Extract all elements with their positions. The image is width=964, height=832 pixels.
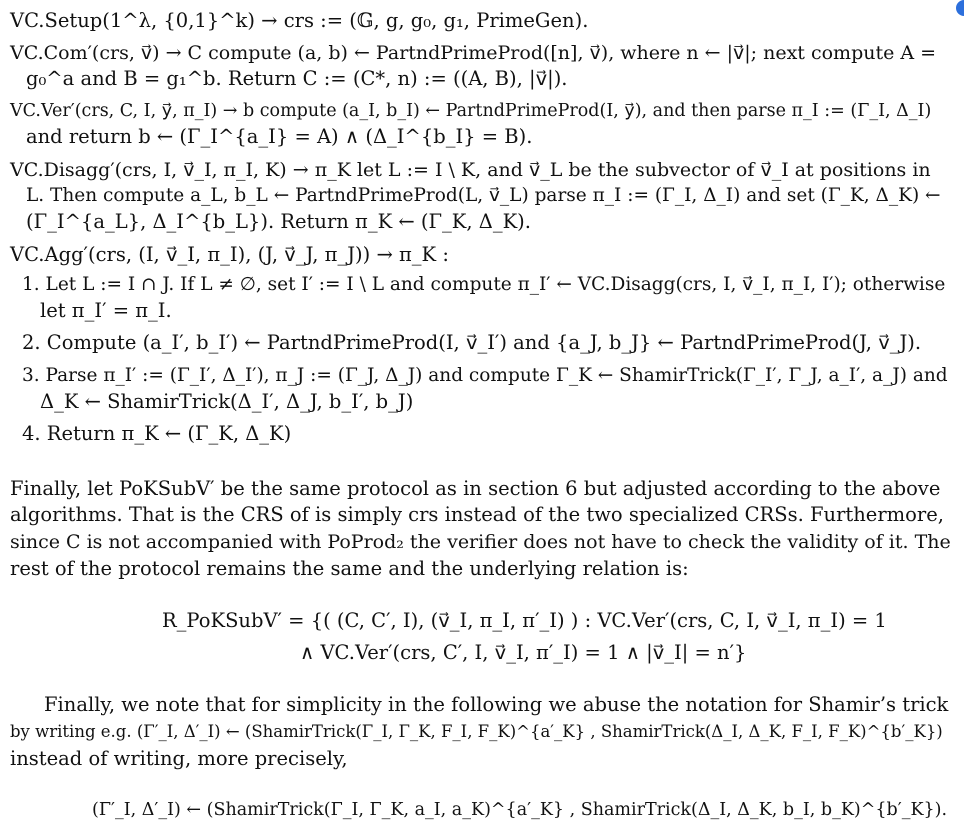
paragraph-1-line-1: Finally, let PoKSubV′ be the same protocol as in section 6 but adjusted according to the above <box>10 477 941 500</box>
vc-disagg-line-1: VC.Disagg′(crs, I, v⃗_I, π_I, K) → π_K let L := I \ K, and v⃗_L be the subvector of v⃗_I at positions in <box>10 159 931 181</box>
paragraph-1-line-3: since C is not accompanied with PoProd₂ the verifier does not have to check the validity of it. The <box>10 531 951 553</box>
vc-agg-heading: VC.Agg′(crs, (I, v⃗_I, π_I), (J, v⃗_J, π_J)) → π_K : <box>10 243 449 266</box>
scroll-indicator[interactable] <box>956 0 964 16</box>
vc-com-line-2: g₀^a and B = g₁^b. Return C := (C*, n) := ((A, B), |v⃗|). <box>26 67 568 90</box>
vc-setup-definition: VC.Setup(1^λ, {0,1}^k) → crs := (𝔾, g, g₀, g₁, PrimeGen). <box>10 9 589 32</box>
vc-disagg-line-3: (Γ_I^{a_L}, Δ_I^{b_L}). Return π_K ← (Γ_K, Δ_K). <box>26 210 531 233</box>
agg-step-3: 3. Parse π_I′ := (Γ_I′, Δ_I′), π_J := (Γ_J, Δ_J) and compute Γ_K ← ShamirTrick(Γ_I′, Γ_J, a_I′, a_J) and <box>22 365 948 386</box>
vc-ver-line-1: VC.Ver′(crs, C, I, y⃗, π_I) → b compute (a_I, b_I) ← PartndPrimeProd(I, y⃗), and then parse π_I := (Γ_I, Δ_I) <box>10 101 932 121</box>
final-equation: (Γ′_I, Δ′_I) ← (ShamirTrick(Γ_I, Γ_K, a_I, a_K)^{a′_K} , ShamirTrick(Δ_I, Δ_K, b_I, b_K)^{b′_K}). <box>92 800 948 820</box>
paragraph-2-line-1: Finally, we note that for simplicity in the following we abuse the notation for Shamir’s trick <box>44 693 949 716</box>
vc-com-line-1: VC.Com′(crs, v⃗) → C compute (a, b) ← PartndPrimeProd([n], v⃗), where n ← |v⃗|; next compute A = <box>10 42 937 64</box>
paragraph-2-line-2: by writing e.g. (Γ′_I, Δ′_I) ← (ShamirTrick(Γ_I, Γ_K, F_I, F_K)^{a′_K} , ShamirTrick(Δ_I, Δ_K, F_I, F_K)^{b′_K}) <box>10 722 943 741</box>
paragraph-2-line-3: instead of writing, more precisely, <box>10 747 348 770</box>
agg-step-1-cont: let π_I′ = π_I. <box>40 299 172 322</box>
agg-step-3-cont: Δ_K ← ShamirTrick(Δ_I′, Δ_J, b_I′, b_J) <box>40 390 414 413</box>
vc-ver-line-2: and return b ← (Γ_I^{a_I} = A) ∧ (Δ_I^{b_I} = B). <box>26 125 533 148</box>
agg-step-2: 2. Compute (a_I′, b_I′) ← PartndPrimeProd(I, v⃗_I′) and {a_J, b_J} ← PartndPrimeProd(J, v⃗_J). <box>22 331 922 354</box>
agg-step-4: 4. Return π_K ← (Γ_K, Δ_K) <box>22 422 292 445</box>
paragraph-1-line-4: rest of the protocol remains the same and the underlying relation is: <box>10 557 689 580</box>
relation-equation-line-2: ∧ VC.Ver′(crs, C′, I, v⃗_I, π′_I) = 1 ∧ |v⃗_I| = n′} <box>300 641 747 664</box>
vc-disagg-line-2: L. Then compute a_L, b_L ← PartndPrimeProd(L, v⃗_L) parse π_I := (Γ_I, Δ_I) and set (Γ_K, Δ_K) ← <box>26 185 941 206</box>
relation-equation-line-1: R_PoKSubV′ = {( (C, C′, I), (v⃗_I, π_I, π′_I) ) : VC.Ver′(crs, C, I, v⃗_I, π_I) = 1 <box>162 609 887 632</box>
paragraph-1-line-2: algorithms. That is the CRS of is simply crs instead of the two specialized CRSs. Furthermore, <box>10 503 944 526</box>
agg-step-1: 1. Let L := I ∩ J. If L ≠ ∅, set I′ := I \ L and compute π_I′ ← VC.Disagg(crs, I, v⃗_I, π_I, I′); otherwise <box>22 274 946 295</box>
